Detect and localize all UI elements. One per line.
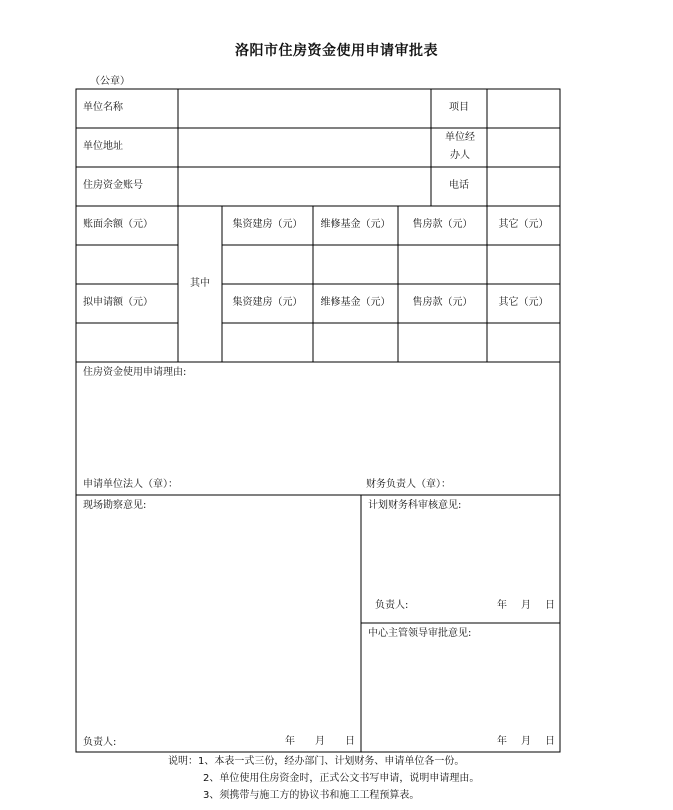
column-header: 维修基金（元）: [320, 219, 391, 230]
note-line-3: 3、须携带与施工方的协议书和施工工程预算表。: [203, 790, 420, 801]
center-leader-year: 年: [497, 736, 507, 747]
unit-name-label: 单位名称: [83, 102, 123, 113]
column-header: 售房款（元）: [412, 219, 473, 230]
finance-head-label: 财务负责人（章）：: [366, 479, 451, 490]
center-leader-label: 中心主管领导审批意见:: [368, 628, 472, 639]
form-title: 洛阳市住房资金使用申请审批表: [235, 43, 438, 59]
planned-amount-label: 拟申请额（元）: [83, 297, 153, 308]
project-label: 项目: [449, 102, 469, 113]
plan-finance-responsible: 负责人:: [375, 600, 409, 611]
column-header: 售房款（元）: [412, 297, 473, 308]
unit-address-label: 单位地址: [83, 141, 123, 152]
phone-label: 电话: [449, 180, 469, 191]
note-line-2: 2、单位使用住房资金时，正式公文书写申请，说明申请理由。: [203, 773, 480, 784]
column-header: 其它（元）: [498, 297, 549, 308]
balance-label: 账面余额（元）: [83, 219, 153, 230]
center-leader-month: 月: [521, 736, 531, 747]
column-header: 维修基金（元）: [320, 297, 391, 308]
plan-finance-label: 计划财务科审核意见:: [368, 500, 462, 511]
plan-finance-year: 年: [497, 600, 507, 611]
of-which-label: 其中: [190, 278, 210, 289]
site-survey-label: 现场勘察意见:: [83, 500, 147, 511]
note-line-1: 说明：1、本表一式三份，经办部门、计划财务、申请单位各一份。: [168, 756, 465, 767]
account-label: 住房资金账号: [83, 180, 143, 191]
column-header: 集资建房（元）: [232, 297, 303, 308]
reason-label: 住房资金使用申请理由:: [83, 367, 187, 378]
legal-person-label: 申请单位法人（章）：: [83, 479, 178, 490]
center-leader-day: 日: [545, 736, 555, 747]
plan-finance-day: 日: [545, 600, 555, 611]
site-survey-year: 年: [285, 736, 295, 747]
site-survey-month: 月: [315, 736, 325, 747]
handler-label-line1: 单位经: [445, 132, 475, 143]
column-header: 集资建房（元）: [232, 219, 303, 230]
site-survey-day: 日: [345, 736, 355, 747]
handler-label-line2: 办人: [450, 150, 470, 161]
column-header: 其它（元）: [498, 219, 549, 230]
plan-finance-month: 月: [521, 600, 531, 611]
site-survey-responsible: 负责人:: [83, 737, 117, 748]
seal-note: （公章）: [90, 76, 130, 87]
